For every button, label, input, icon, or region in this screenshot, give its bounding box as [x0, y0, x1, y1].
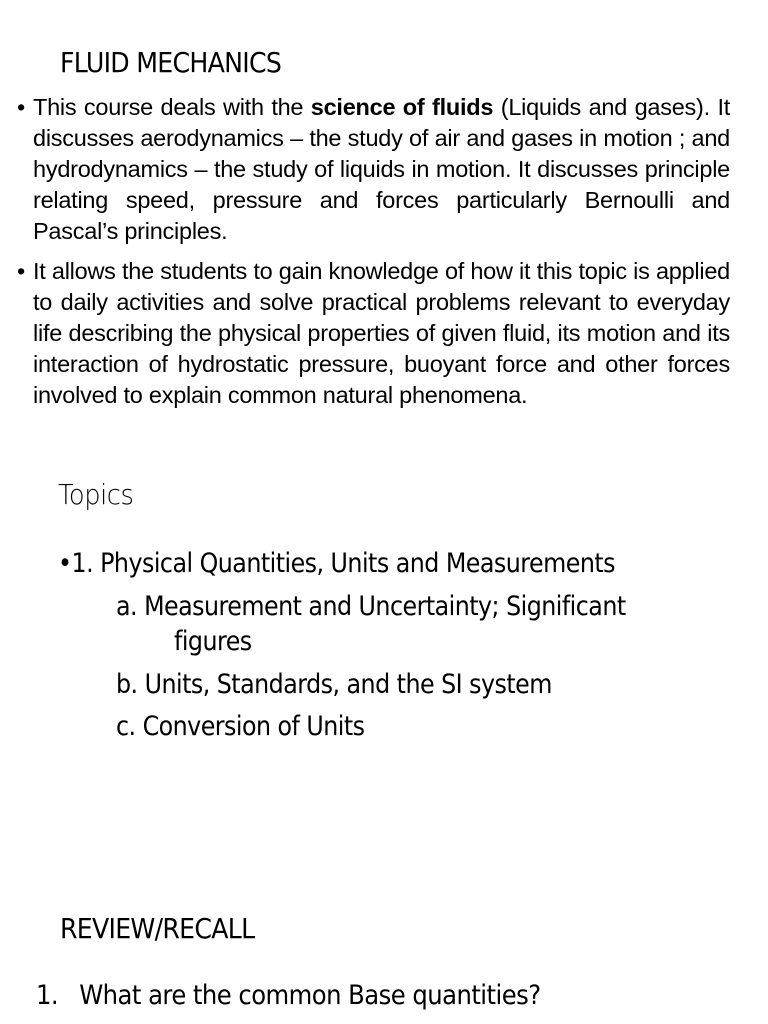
subtopic-b: b. Units, Standards, and the SI system — [116, 669, 552, 700]
description-item-1-bold: science of fluids — [310, 94, 494, 120]
bullet-icon: • — [17, 258, 25, 284]
question-number: 1. — [36, 980, 59, 1011]
subtopic-a-continuation: figures — [174, 626, 252, 657]
topics-heading: Topics — [58, 478, 134, 511]
description-item-2 — [14, 256, 730, 411]
question-text: What are the common Base quantities? — [79, 980, 541, 1011]
description-item-1-after: (Liquids and gases). It discusses aerodynamics – the study of air and gases in motion ; and hydrodynamics – the study of liquids in motion. It discusses principle relating speed, pressure and forces particularly Bernoulli and Pascal’s principles. — [33, 94, 730, 244]
review-heading: REVIEW/RECALL — [60, 912, 255, 945]
description-item-2-text: It allows the students to gain knowledge of how it this topic is applied to daily activities and solve practical problems relevant to everyday life describing the physical properties of given fluid, its motion and its interaction of hydrostatic pressure, buoyant force and other forces involved to explain common natural phenomena. — [33, 258, 730, 408]
description-item-1-before: This course deals with the — [33, 94, 311, 120]
subtopic-a: a. Measurement and Uncertainty; Significant — [116, 591, 626, 622]
course-description-list — [14, 92, 730, 420]
document-title: FLUID MECHANICS — [60, 46, 282, 79]
subtopic-c: c. Conversion of Units — [116, 711, 365, 742]
description-item-1 — [14, 92, 730, 247]
description-item-1-text — [33, 94, 730, 244]
review-question-1 — [36, 980, 541, 1011]
bullet-icon: • — [17, 94, 25, 120]
topic-item-1: •1. Physical Quantities, Units and Measurements — [58, 548, 615, 579]
